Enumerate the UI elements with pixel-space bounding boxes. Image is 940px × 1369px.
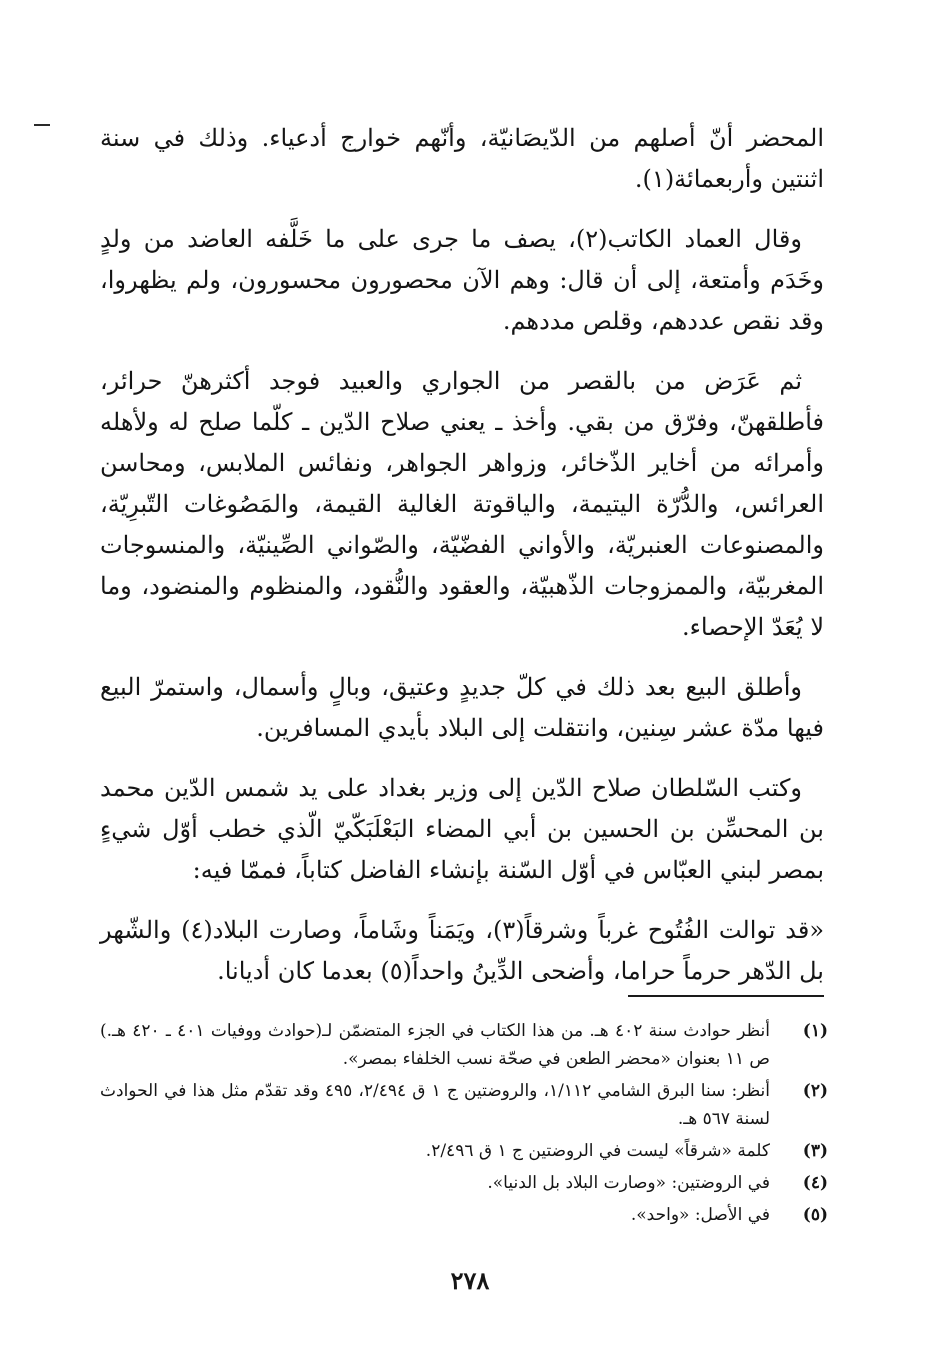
footnote-item: [100, 1201, 828, 1229]
paragraph-5: وكتب السّلطان صلاح الدّين إلى وزير بغداد على يد شمس الدّين محمد بن المحسِّن بن الحسين بن أبي المضاء البَعْلَبَكّيّ الّذي خطب أوّل شيءٍ بمصر لبني العبّاس في أوّل السّنة بإنشاء الفاضل كتاباً، فممّا فيه:: [100, 774, 824, 884]
footnote-number: (٣): [802, 1141, 828, 1161]
footnote-text: في الروضتين: «وصارت البلاد بل الدنيا».: [487, 1173, 770, 1193]
footnote-item: [100, 1137, 828, 1165]
page-number: ٢٧٨: [450, 1266, 490, 1295]
footnote-item: [100, 1169, 828, 1197]
footnotes: [100, 1017, 828, 1233]
footnote-text: كلمة «شرقاً» ليست في الروضتين ج ١ ق ٢/٤٩٦.: [425, 1141, 770, 1161]
footnote-text: في الأصل: «واحد».: [630, 1205, 770, 1225]
footnote-text: أنظر: سنا البرق الشامي ١/١١٢، والروضتين ج ١ ق ٢/٤٩٤، ٤٩٥ وقد تقدّم مثل هذا في الحوادث لسنة ٥٦٧ هـ.: [100, 1081, 771, 1129]
paragraph-1: المحضر أنّ أصلهم من الدّيصَانيّة، وأنّهم خوارج أدعياء. وذلك في سنة اثنتين وأربعمائة(١).: [100, 124, 824, 193]
footnote-number: (٤): [802, 1173, 828, 1193]
footnote-text: أنظر حوادث سنة ٤٠٢ هـ. من هذا الكتاب في الجزء المتضمّن لـ(حوادث ووفيات ٤٠١ ـ ٤٢٠ هـ.) ص ١١ بعنوان «محضر الطعن في صحّة نسب الخلفاء بمصر».: [100, 1021, 770, 1069]
paragraph-3: ثم عَرَض من بالقصر من الجواري والعبيد فوجد أكثرهنّ حرائر، فأطلقهنّ، وفرّق من بقي. وأخذ ـ يعني صلاح الدّين ـ كلّما صلح له ولأهله وأمرائه من أخاير الذّخائر، وزواهر الجواهر، ونفائس الملابس، ومحاسن العرائس، والدُّرّة اليتيمة، والياقوتة الغالية القيمة، والمَصُوغات التّبرِيّة، والمصنوعات العنبريّة، والأواني الفضّيّة، والصّواني الصِّينيّة، والمنسوجات المغربيّة، والممزوجات الذّهبيّة، والعقود والنُّقود، والمنظوم والمنضود، وما لا يُعَدّ الإحصاء.: [100, 367, 824, 641]
paragraph-6-quote: «قد توالت الفُتُوح غرباً وشرقاً(٣)، ويَمَناً وشَاماً، وصارت البلاد(٤) والشّهر بل الدّهر حرماً حراما، وأضحى الدِّينُ واحداً(٥) بعدما كان أديانا.: [100, 916, 825, 985]
main-text: [100, 118, 824, 1011]
paragraph-4: وأطلق البيع بعد ذلك في كلّ جديدٍ وعتيق، وبالٍ وأسمال، واستمرّ البيع فيها مدّة عشر سِنين، وانتقلت إلى البلاد بأيدي المسافرين.: [100, 673, 824, 742]
margin-mark: [34, 124, 50, 126]
footnote-number: (١): [802, 1021, 828, 1041]
footnote-separator: [628, 995, 824, 997]
footnote-item: [100, 1077, 828, 1133]
footnote-item: [100, 1017, 828, 1073]
footnote-number: (٢): [802, 1081, 828, 1101]
footnote-number: (٥): [802, 1205, 828, 1225]
paragraph-2: وقال العماد الكاتب(٢)، يصف ما جرى على ما خَلَّفه العاضد من ولدٍ وخَدَم وأمتعة، إلى أن قال: وهم الآن محصورون محسورون، ولم يظهروا، وقد نقص عددهم، وقلص مددهم.: [100, 225, 824, 335]
